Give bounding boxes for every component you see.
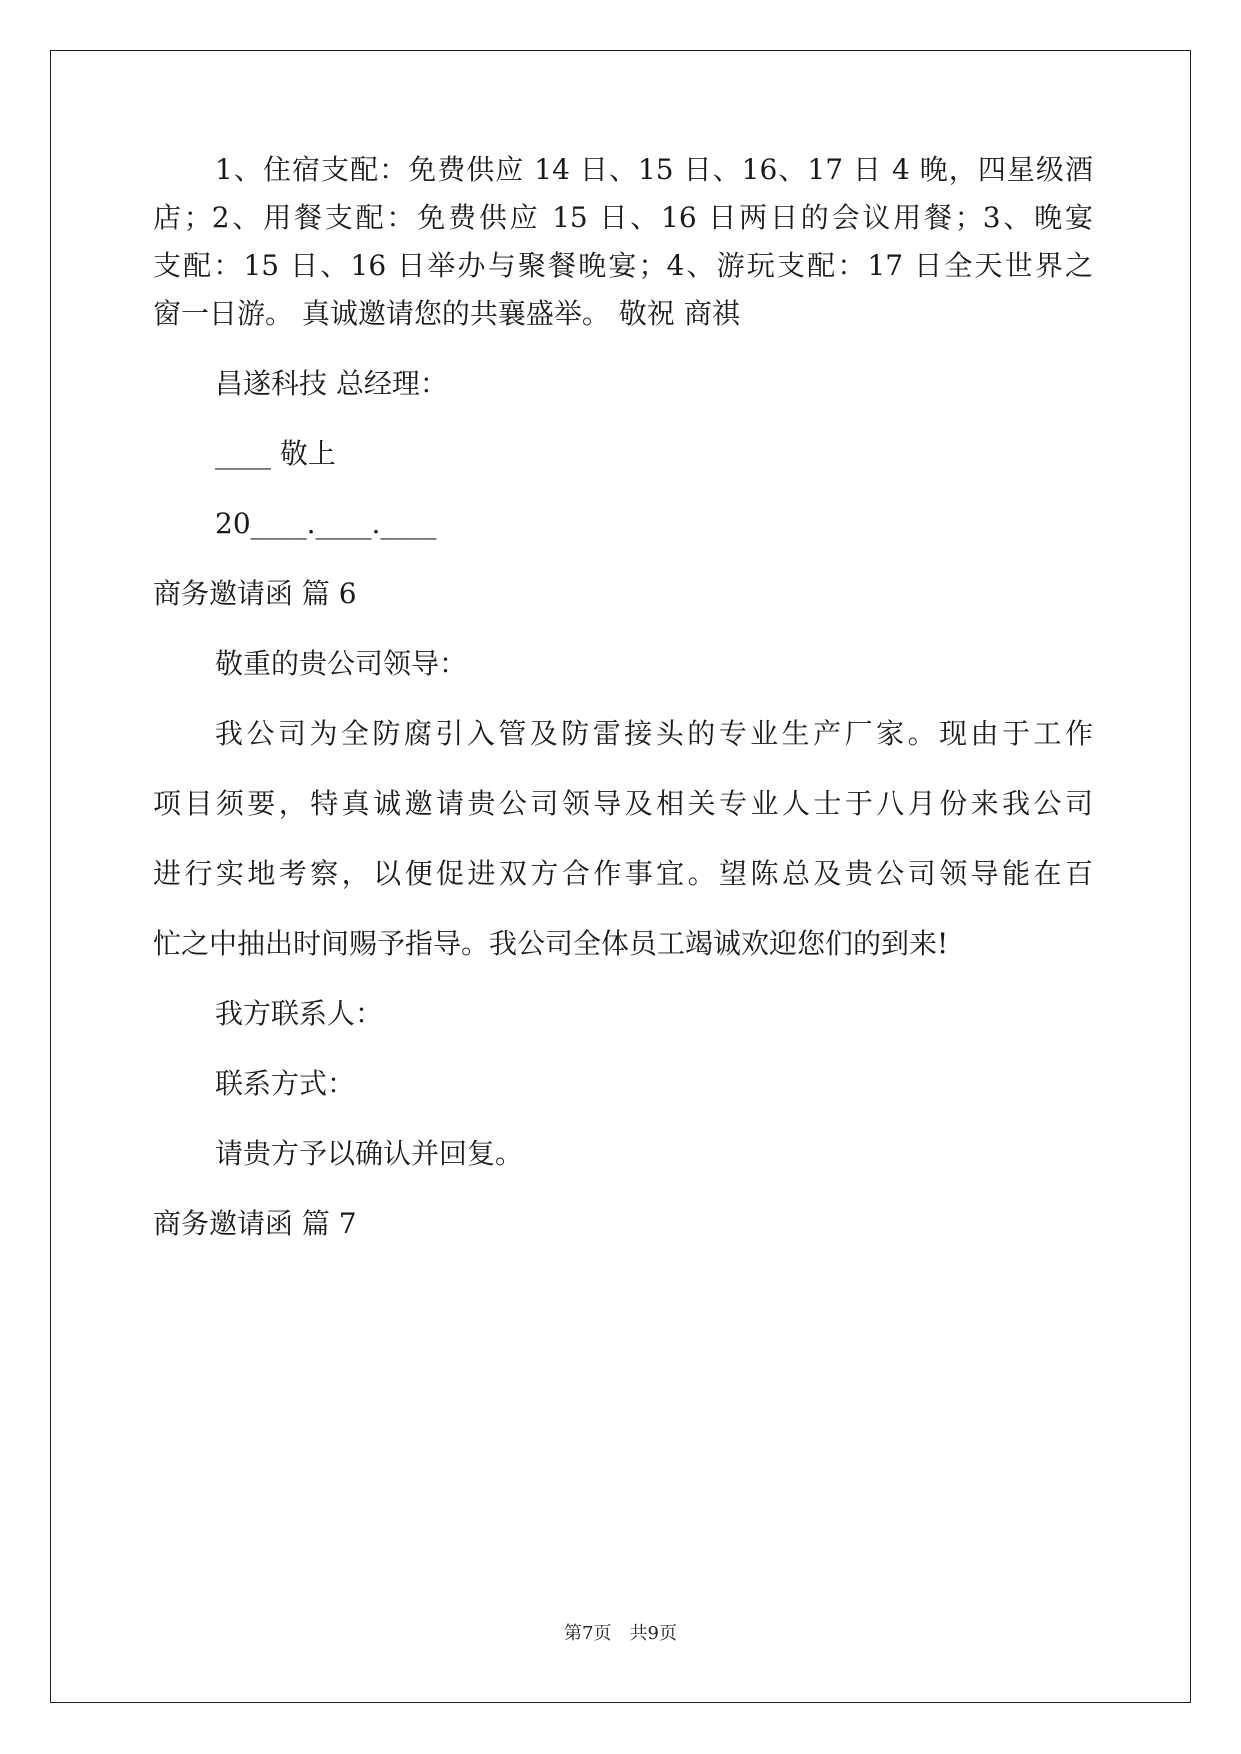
confirm-request: 请贵方予以确认并回复。 — [215, 1137, 524, 1170]
signature-date: 20____.____.____ — [215, 507, 437, 540]
paragraph-line: 我公司为全防腐引入管及防雷接头的专业生产厂家。现由于工作 — [215, 717, 1093, 750]
section-heading: 商务邀请函 篇 6 — [153, 577, 357, 610]
paragraph-line: 忙之中抽出时间赐予指导。我公司全体员工竭诚欢迎您们的到来! — [153, 927, 949, 960]
signature-company: 昌遂科技 总经理： — [215, 367, 448, 400]
paragraph-line: 1、住宿支配：免费供应 14 日、15 日、16、17 日 4 晚，四星级酒 — [215, 153, 1093, 186]
contact-person-label: 我方联系人： — [215, 997, 384, 1030]
paragraph-line: 支配：15 日、16 日举办与聚餐晚宴；4、游玩支配：17 日全天世界之 — [153, 249, 1093, 282]
section-heading: 商务邀请函 篇 7 — [153, 1207, 357, 1240]
signature-respectfully: ____ 敬上 — [215, 437, 336, 470]
paragraph-line: 店；2、用餐支配：免费供应 15 日、16 日两日的会议用餐；3、晚宴 — [153, 201, 1093, 234]
page-footer — [0, 1622, 1241, 1646]
page-number-total: 共9页 — [629, 1623, 677, 1644]
paragraph-line: 进行实地考察，以便促进双方合作事宜。望陈总及贵公司领导能在百 — [153, 857, 1093, 890]
salutation: 敬重的贵公司领导： — [215, 647, 468, 680]
paragraph-line: 窗一日游。 真诚邀请您的共襄盛举。 敬祝 商祺 — [153, 297, 740, 330]
page-number-current: 第7页 — [564, 1623, 612, 1644]
contact-method-label: 联系方式： — [215, 1067, 356, 1100]
paragraph-line: 项目须要，特真诚邀请贵公司领导及相关专业人士于八月份来我公司 — [153, 787, 1093, 820]
